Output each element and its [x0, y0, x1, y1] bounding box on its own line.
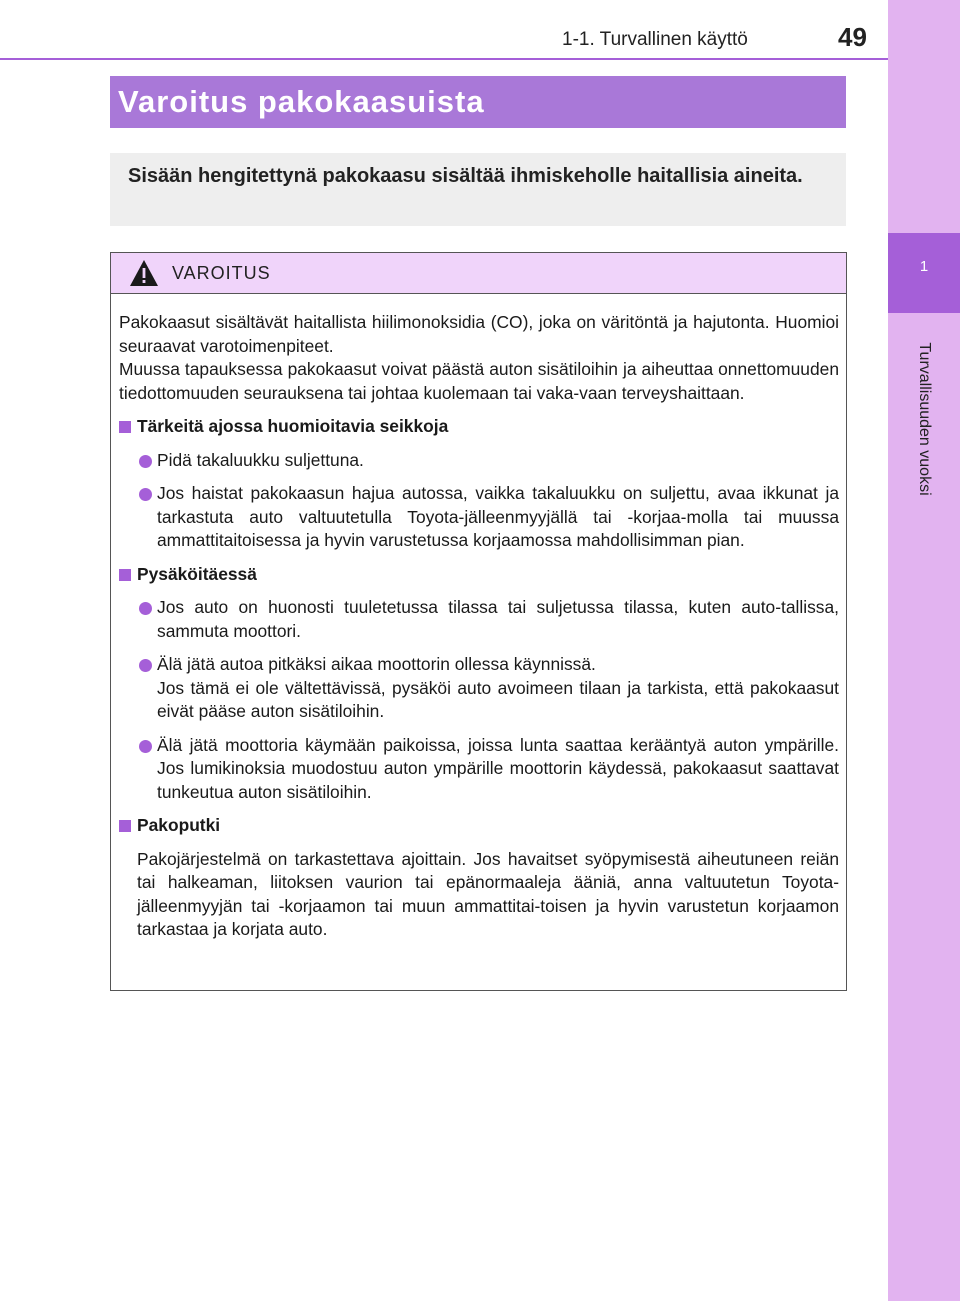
- list-item: Pidä takaluukku suljettuna.: [119, 449, 839, 473]
- list-item: Älä jätä autoa pitkäksi aikaa moottorin ollessa käynnissä. Jos tämä ei ole vältettävissä, pysäköi auto avoimeen tilaan ja tarkista, että pakokaasut eivät pääse auton sisätiloihin.: [119, 653, 839, 724]
- chapter-label: Turvallisuuden vuoksi: [916, 342, 933, 496]
- warning-intro-1: Pakokaasut sisältävät haitallista hiilimonoksidia (CO), joka on väritöntä ja hajutonta. Huomioi seuraavat varotoimenpiteet.: [119, 312, 839, 356]
- round-bullet-icon: [139, 659, 152, 672]
- warning-header: [111, 253, 846, 294]
- round-bullet-icon: [139, 455, 152, 468]
- exhaust-pipe-text: Pakojärjestelmä on tarkastettava ajoittain. Jos havaitset syöpymisestä aiheutuneen reiän tai halkeaman, liitoksen vaurion tai epänormaaleja ääniä, anna valtuutetun Toyota-jälleenmyyjän tai -korjaamon tai muun ammattitai-toisen ja hyvin varustetun korjaamon tarkastaa ja korjata auto.: [137, 848, 839, 939]
- side-tab: [888, 0, 960, 1301]
- section-heading-exhaust-pipe: Pakoputki: [119, 814, 839, 838]
- list-item: Jos auto on huonosti tuuletetussa tilassa tai suljetussa tilassa, kuten auto-tallissa, sammuta moottori.: [119, 596, 839, 643]
- warning-intro-2: Muussa tapauksessa pakokaasut voivat päästä auton sisätiloihin ja aiheuttaa onnettomuuden tiedottomuuden seurauksena tai johtaa kuolemaan tai vaka-vaan terveyshaittaan.: [119, 359, 839, 403]
- page-number: 49: [838, 22, 867, 52]
- round-bullet-icon: [139, 488, 152, 501]
- square-bullet-icon: [119, 421, 131, 433]
- section-heading-driving: Tärkeitä ajossa huomioitavia seikkoja: [119, 415, 839, 439]
- list-item: Jos haistat pakokaasun hajua autossa, vaikka takaluukku on suljettu, avaa ikkunat ja tarkastuta auto valtuutetulla Toyota-jälleenmyyjällä tai -korjaa-molla tai muussa ammattitaitoisessa ja hyvin varustetussa korjaamossa mahdollisimman pian.: [119, 482, 839, 553]
- warning-box: [110, 252, 847, 991]
- warning-label: VAROITUS: [172, 263, 271, 283]
- round-bullet-icon: [139, 740, 152, 753]
- round-bullet-icon: [139, 602, 152, 615]
- lead-text: Sisään hengitettynä pakokaasu sisältää ihmiskeholle haitallisia aineita.: [128, 165, 803, 187]
- section-title: Varoitus pakokaasuista: [118, 84, 485, 119]
- section-heading-parking: Pysäköitäessä: [119, 563, 839, 587]
- list-item: Älä jätä moottoria käymään paikoissa, joissa lunta saattaa kerääntyä auton ympärille. Jos lumikinoksia muodostuu auton ympärille moottorin käydessä, pakokaasut saattavat tunkeutua auton sisätiloihin.: [119, 734, 839, 805]
- header-rule: [0, 58, 888, 60]
- square-bullet-icon: [119, 569, 131, 581]
- chapter-number: 1: [919, 258, 929, 275]
- square-bullet-icon: [119, 820, 131, 832]
- warning-triangle-icon: [129, 259, 159, 287]
- warning-body: [119, 311, 839, 942]
- running-header: 1-1. Turvallinen käyttö: [562, 29, 748, 50]
